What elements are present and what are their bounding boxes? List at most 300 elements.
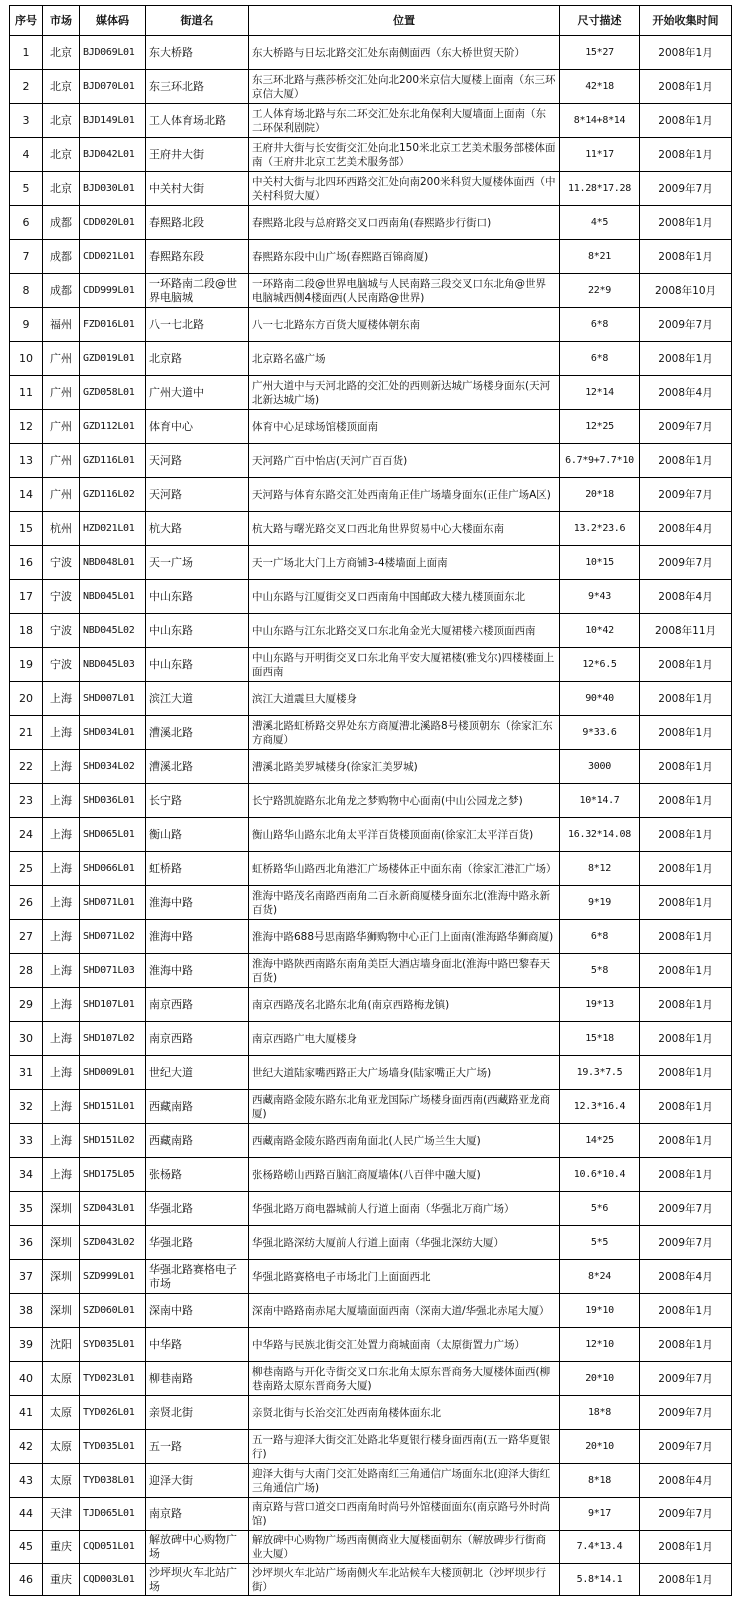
table-row bbox=[10, 750, 732, 784]
cell-location: 天河路广百中怡店(天河广百百货) bbox=[249, 444, 560, 478]
cell-media-code: SHD036L01 bbox=[80, 784, 146, 818]
cell-index: 1 bbox=[10, 36, 43, 70]
table-row bbox=[10, 1464, 732, 1498]
cell-index: 36 bbox=[10, 1226, 43, 1260]
cell-index: 42 bbox=[10, 1430, 43, 1464]
cell-street: 八一七北路 bbox=[146, 308, 249, 342]
cell-size: 8*14+8*14 bbox=[560, 104, 640, 138]
cell-street: 东三环北路 bbox=[146, 70, 249, 104]
table-row bbox=[10, 1396, 732, 1430]
cell-street: 世纪大道 bbox=[146, 1056, 249, 1090]
cell-index: 5 bbox=[10, 172, 43, 206]
header-market: 市场 bbox=[43, 6, 80, 36]
header-row bbox=[10, 6, 732, 36]
cell-index: 24 bbox=[10, 818, 43, 852]
cell-size: 19.3*7.5 bbox=[560, 1056, 640, 1090]
cell-start-date: 2008年1月 bbox=[640, 852, 732, 886]
cell-market: 上海 bbox=[43, 1158, 80, 1192]
table-row bbox=[10, 1498, 732, 1531]
cell-index: 35 bbox=[10, 1192, 43, 1226]
cell-media-code: GZD058L01 bbox=[80, 376, 146, 410]
cell-media-code: TYD023L01 bbox=[80, 1362, 146, 1396]
table-row bbox=[10, 1022, 732, 1056]
cell-index: 46 bbox=[10, 1564, 43, 1596]
cell-market: 上海 bbox=[43, 818, 80, 852]
cell-location: 虹桥路华山路西北角港汇广场楼体正中面东南（徐家汇港汇广场） bbox=[249, 852, 560, 886]
cell-street: 南京路 bbox=[146, 1498, 249, 1531]
cell-start-date: 2008年4月 bbox=[640, 376, 732, 410]
cell-market: 太原 bbox=[43, 1362, 80, 1396]
cell-start-date: 2008年1月 bbox=[640, 784, 732, 818]
cell-location: 春熙路东段中山广场(春熙路百锦商厦) bbox=[249, 240, 560, 274]
table-row bbox=[10, 1564, 732, 1596]
cell-start-date: 2009年7月 bbox=[640, 1396, 732, 1430]
cell-start-date: 2008年1月 bbox=[640, 206, 732, 240]
cell-location: 西藏南路金陵东路西南角面北(人民广场兰生大厦) bbox=[249, 1124, 560, 1158]
cell-index: 3 bbox=[10, 104, 43, 138]
table-row bbox=[10, 886, 732, 920]
cell-market: 上海 bbox=[43, 988, 80, 1022]
cell-location: 亲贤北街与长治交汇处西南角楼体面东北 bbox=[249, 1396, 560, 1430]
cell-start-date: 2008年1月 bbox=[640, 818, 732, 852]
cell-location: 张杨路崂山西路百脑汇商厦墙体(八百伴中融大厦) bbox=[249, 1158, 560, 1192]
cell-street: 中关村大街 bbox=[146, 172, 249, 206]
cell-start-date: 2008年1月 bbox=[640, 1124, 732, 1158]
cell-street: 虹桥路 bbox=[146, 852, 249, 886]
cell-index: 40 bbox=[10, 1362, 43, 1396]
cell-street: 北京路 bbox=[146, 342, 249, 376]
cell-location: 解放碑中心购物广场西南侧商业大厦楼面朝东（解放碑步行街商业大厦） bbox=[249, 1531, 560, 1564]
cell-start-date: 2008年1月 bbox=[640, 920, 732, 954]
cell-size: 13.2*23.6 bbox=[560, 512, 640, 546]
cell-start-date: 2008年4月 bbox=[640, 580, 732, 614]
cell-market: 重庆 bbox=[43, 1564, 80, 1596]
cell-media-code: HZD021L01 bbox=[80, 512, 146, 546]
header-start-date: 开始收集时间 bbox=[640, 6, 732, 36]
table-row bbox=[10, 1090, 732, 1124]
cell-street: 五一路 bbox=[146, 1430, 249, 1464]
cell-location: 沙坪坝火车北站广场南侧火车北站候车大楼顶朝北（沙坪坝步行街） bbox=[249, 1564, 560, 1596]
table-row bbox=[10, 1328, 732, 1362]
table-row bbox=[10, 1362, 732, 1396]
cell-media-code: TYD035L01 bbox=[80, 1430, 146, 1464]
cell-media-code: SHD071L02 bbox=[80, 920, 146, 954]
cell-size: 20*10 bbox=[560, 1362, 640, 1396]
cell-start-date: 2008年1月 bbox=[640, 886, 732, 920]
cell-start-date: 2008年1月 bbox=[640, 682, 732, 716]
cell-market: 深圳 bbox=[43, 1260, 80, 1294]
cell-street: 南京西路 bbox=[146, 988, 249, 1022]
table-row bbox=[10, 478, 732, 512]
table-row bbox=[10, 546, 732, 580]
cell-location: 东大桥路与日坛北路交汇处东南侧面西（东大桥世贸天阶） bbox=[249, 36, 560, 70]
cell-index: 6 bbox=[10, 206, 43, 240]
table-row bbox=[10, 784, 732, 818]
cell-size: 10*42 bbox=[560, 614, 640, 648]
header-street: 街道名 bbox=[146, 6, 249, 36]
cell-location: 衡山路华山路东北角太平洋百货楼顶面南(徐家汇太平洋百货) bbox=[249, 818, 560, 852]
cell-media-code: SHD151L02 bbox=[80, 1124, 146, 1158]
cell-size: 16.32*14.08 bbox=[560, 818, 640, 852]
cell-start-date: 2009年7月 bbox=[640, 546, 732, 580]
cell-location: 北京路名盛广场 bbox=[249, 342, 560, 376]
cell-size: 9*43 bbox=[560, 580, 640, 614]
cell-media-code: SZD043L02 bbox=[80, 1226, 146, 1260]
cell-market: 深圳 bbox=[43, 1226, 80, 1260]
cell-size: 12.3*16.4 bbox=[560, 1090, 640, 1124]
cell-street: 东大桥路 bbox=[146, 36, 249, 70]
cell-media-code: SZD043L01 bbox=[80, 1192, 146, 1226]
cell-index: 30 bbox=[10, 1022, 43, 1056]
cell-media-code: TYD038L01 bbox=[80, 1464, 146, 1498]
cell-index: 34 bbox=[10, 1158, 43, 1192]
cell-street: 淮海中路 bbox=[146, 920, 249, 954]
table-row bbox=[10, 580, 732, 614]
cell-street: 一环路南二段@世界电脑城 bbox=[146, 274, 249, 308]
cell-media-code: SZD999L01 bbox=[80, 1260, 146, 1294]
cell-index: 22 bbox=[10, 750, 43, 784]
cell-street: 南京西路 bbox=[146, 1022, 249, 1056]
cell-market: 上海 bbox=[43, 750, 80, 784]
cell-start-date: 2009年7月 bbox=[640, 1362, 732, 1396]
table-row bbox=[10, 70, 732, 104]
cell-location: 深南中路路南赤尾大厦墙面面西南（深南大道/华强北赤尾大厦） bbox=[249, 1294, 560, 1328]
cell-size: 5.8*14.1 bbox=[560, 1564, 640, 1596]
cell-street: 淮海中路 bbox=[146, 886, 249, 920]
cell-index: 18 bbox=[10, 614, 43, 648]
cell-index: 2 bbox=[10, 70, 43, 104]
cell-index: 4 bbox=[10, 138, 43, 172]
cell-media-code: SHD107L02 bbox=[80, 1022, 146, 1056]
cell-location: 滨江大道震旦大厦楼身 bbox=[249, 682, 560, 716]
cell-location: 中山东路与江东北路交叉口东北角金光大厦裙楼六楼顶面西南 bbox=[249, 614, 560, 648]
header-index: 序号 bbox=[10, 6, 43, 36]
cell-index: 38 bbox=[10, 1294, 43, 1328]
cell-location: 淮海中路茂名南路西南角二百永新商厦楼身面东北(淮海中路永新百货) bbox=[249, 886, 560, 920]
cell-market: 上海 bbox=[43, 852, 80, 886]
cell-start-date: 2008年1月 bbox=[640, 104, 732, 138]
cell-index: 14 bbox=[10, 478, 43, 512]
cell-size: 6*8 bbox=[560, 308, 640, 342]
cell-index: 23 bbox=[10, 784, 43, 818]
cell-size: 9*17 bbox=[560, 1498, 640, 1531]
cell-market: 广州 bbox=[43, 342, 80, 376]
cell-media-code: TYD026L01 bbox=[80, 1396, 146, 1430]
cell-media-code: SHD151L01 bbox=[80, 1090, 146, 1124]
cell-index: 41 bbox=[10, 1396, 43, 1430]
cell-size: 12*10 bbox=[560, 1328, 640, 1362]
cell-start-date: 2008年4月 bbox=[640, 1464, 732, 1498]
table-row bbox=[10, 172, 732, 206]
cell-market: 上海 bbox=[43, 1056, 80, 1090]
cell-start-date: 2009年7月 bbox=[640, 172, 732, 206]
cell-location: 南京西路广电大厦楼身 bbox=[249, 1022, 560, 1056]
cell-index: 43 bbox=[10, 1464, 43, 1498]
cell-street: 中山东路 bbox=[146, 614, 249, 648]
cell-street: 深南中路 bbox=[146, 1294, 249, 1328]
cell-start-date: 2008年1月 bbox=[640, 1022, 732, 1056]
cell-street: 华强北路 bbox=[146, 1192, 249, 1226]
cell-location: 一环路南二段@世界电脑城与人民南路三段交叉口东北角@世界电脑城西侧4楼面西(人民南路@世界) bbox=[249, 274, 560, 308]
cell-market: 上海 bbox=[43, 954, 80, 988]
cell-start-date: 2008年10月 bbox=[640, 274, 732, 308]
cell-index: 13 bbox=[10, 444, 43, 478]
cell-market: 杭州 bbox=[43, 512, 80, 546]
table-row bbox=[10, 818, 732, 852]
cell-size: 6.7*9+7.7*10 bbox=[560, 444, 640, 478]
cell-market: 上海 bbox=[43, 716, 80, 750]
table-row bbox=[10, 308, 732, 342]
cell-start-date: 2008年1月 bbox=[640, 716, 732, 750]
cell-market: 上海 bbox=[43, 784, 80, 818]
cell-start-date: 2008年1月 bbox=[640, 1564, 732, 1596]
cell-index: 16 bbox=[10, 546, 43, 580]
cell-market: 宁波 bbox=[43, 546, 80, 580]
cell-media-code: SHD007L01 bbox=[80, 682, 146, 716]
cell-size: 22*9 bbox=[560, 274, 640, 308]
cell-size: 8*12 bbox=[560, 852, 640, 886]
cell-market: 沈阳 bbox=[43, 1328, 80, 1362]
cell-size: 10*14.7 bbox=[560, 784, 640, 818]
cell-media-code: CQD003L01 bbox=[80, 1564, 146, 1596]
cell-index: 33 bbox=[10, 1124, 43, 1158]
cell-street: 中山东路 bbox=[146, 648, 249, 682]
cell-start-date: 2008年11月 bbox=[640, 614, 732, 648]
cell-street: 杭大路 bbox=[146, 512, 249, 546]
table-row bbox=[10, 512, 732, 546]
cell-street: 春熙路北段 bbox=[146, 206, 249, 240]
cell-size: 6*8 bbox=[560, 920, 640, 954]
cell-index: 12 bbox=[10, 410, 43, 444]
cell-start-date: 2008年1月 bbox=[640, 648, 732, 682]
cell-size: 9*19 bbox=[560, 886, 640, 920]
cell-location: 世纪大道陆家嘴西路正大广场墙身(陆家嘴正大广场) bbox=[249, 1056, 560, 1090]
cell-market: 上海 bbox=[43, 1124, 80, 1158]
cell-location: 淮海中路688号思南路华狮购物中心正门上面南(淮海路华狮商厦) bbox=[249, 920, 560, 954]
cell-start-date: 2008年1月 bbox=[640, 1294, 732, 1328]
cell-media-code: SHD107L01 bbox=[80, 988, 146, 1022]
cell-size: 9*33.6 bbox=[560, 716, 640, 750]
cell-location: 八一七北路东方百货大厦楼体朝东南 bbox=[249, 308, 560, 342]
cell-street: 中华路 bbox=[146, 1328, 249, 1362]
cell-size: 7.4*13.4 bbox=[560, 1531, 640, 1564]
cell-media-code: FZD016L01 bbox=[80, 308, 146, 342]
cell-size: 90*40 bbox=[560, 682, 640, 716]
cell-location: 漕溪北路虹桥路交界处东方商厦漕北溪路8号楼顶朝东（徐家汇东方商厦） bbox=[249, 716, 560, 750]
cell-street: 王府井大街 bbox=[146, 138, 249, 172]
cell-street: 天河路 bbox=[146, 478, 249, 512]
table-row bbox=[10, 954, 732, 988]
cell-start-date: 2009年7月 bbox=[640, 1226, 732, 1260]
cell-market: 成都 bbox=[43, 240, 80, 274]
cell-location: 天一广场北大门上方商铺3-4楼墙面上面南 bbox=[249, 546, 560, 580]
cell-market: 北京 bbox=[43, 172, 80, 206]
cell-market: 上海 bbox=[43, 1022, 80, 1056]
cell-media-code: SHD034L01 bbox=[80, 716, 146, 750]
cell-location: 工人体育场北路与东二环交汇处东北角保利大厦墙面上面南（东二环保利剧院） bbox=[249, 104, 560, 138]
header-location: 位置 bbox=[249, 6, 560, 36]
cell-location: 中山东路与江厦街交叉口西南角中国邮政大楼九楼顶面东北 bbox=[249, 580, 560, 614]
table-row bbox=[10, 342, 732, 376]
cell-market: 宁波 bbox=[43, 648, 80, 682]
cell-market: 成都 bbox=[43, 274, 80, 308]
cell-street: 柳巷南路 bbox=[146, 1362, 249, 1396]
cell-index: 45 bbox=[10, 1531, 43, 1564]
cell-location: 五一路与迎泽大街交汇处路北华夏银行楼身面西南(五一路华夏银行) bbox=[249, 1430, 560, 1464]
cell-index: 28 bbox=[10, 954, 43, 988]
table-row bbox=[10, 614, 732, 648]
cell-start-date: 2008年1月 bbox=[640, 138, 732, 172]
cell-start-date: 2008年1月 bbox=[640, 1328, 732, 1362]
cell-media-code: CDD999L01 bbox=[80, 274, 146, 308]
cell-media-code: SHD071L01 bbox=[80, 886, 146, 920]
cell-index: 27 bbox=[10, 920, 43, 954]
cell-location: 中华路与民族北街交汇处置力商城面南（太原街置力广场） bbox=[249, 1328, 560, 1362]
cell-street: 工人体育场北路 bbox=[146, 104, 249, 138]
cell-start-date: 2009年7月 bbox=[640, 410, 732, 444]
cell-market: 广州 bbox=[43, 376, 80, 410]
cell-start-date: 2009年7月 bbox=[640, 478, 732, 512]
cell-start-date: 2008年4月 bbox=[640, 512, 732, 546]
cell-street: 解放碑中心购物广场 bbox=[146, 1531, 249, 1564]
cell-street: 体育中心 bbox=[146, 410, 249, 444]
cell-market: 宁波 bbox=[43, 614, 80, 648]
cell-street: 广州大道中 bbox=[146, 376, 249, 410]
cell-market: 深圳 bbox=[43, 1192, 80, 1226]
cell-media-code: GZD019L01 bbox=[80, 342, 146, 376]
table-row bbox=[10, 1430, 732, 1464]
cell-media-code: SHD065L01 bbox=[80, 818, 146, 852]
header-media-code: 媒体码 bbox=[80, 6, 146, 36]
cell-location: 广州大道中与天河北路的交汇处的西则新达城广场楼身面东(天河北新达城广场) bbox=[249, 376, 560, 410]
cell-street: 迎泽大街 bbox=[146, 1464, 249, 1498]
cell-media-code: SHD071L03 bbox=[80, 954, 146, 988]
table-row bbox=[10, 240, 732, 274]
cell-street: 华强北路 bbox=[146, 1226, 249, 1260]
cell-size: 12*25 bbox=[560, 410, 640, 444]
cell-start-date: 2008年1月 bbox=[640, 1056, 732, 1090]
cell-market: 广州 bbox=[43, 478, 80, 512]
cell-size: 19*13 bbox=[560, 988, 640, 1022]
cell-media-code: GZD116L02 bbox=[80, 478, 146, 512]
cell-market: 太原 bbox=[43, 1396, 80, 1430]
cell-media-code: BJD042L01 bbox=[80, 138, 146, 172]
cell-street: 亲贤北街 bbox=[146, 1396, 249, 1430]
cell-index: 37 bbox=[10, 1260, 43, 1294]
cell-market: 上海 bbox=[43, 886, 80, 920]
cell-location: 漕溪北路美罗城楼身(徐家汇美罗城) bbox=[249, 750, 560, 784]
cell-size: 20*10 bbox=[560, 1430, 640, 1464]
media-location-table bbox=[9, 5, 732, 1596]
table-row bbox=[10, 1158, 732, 1192]
table-row bbox=[10, 716, 732, 750]
cell-market: 太原 bbox=[43, 1430, 80, 1464]
cell-media-code: BJD030L01 bbox=[80, 172, 146, 206]
table-row bbox=[10, 206, 732, 240]
cell-size: 8*18 bbox=[560, 1464, 640, 1498]
cell-street: 春熙路东段 bbox=[146, 240, 249, 274]
cell-size: 15*18 bbox=[560, 1022, 640, 1056]
cell-index: 11 bbox=[10, 376, 43, 410]
cell-index: 20 bbox=[10, 682, 43, 716]
cell-start-date: 2009年7月 bbox=[640, 1498, 732, 1531]
cell-media-code: SHD009L01 bbox=[80, 1056, 146, 1090]
cell-index: 19 bbox=[10, 648, 43, 682]
cell-location: 迎泽大街与大南门交汇处路南红三角通信广场面东北(迎泽大街红三角通信广场) bbox=[249, 1464, 560, 1498]
cell-start-date: 2009年7月 bbox=[640, 308, 732, 342]
cell-location: 体育中心足球场馆楼顶面南 bbox=[249, 410, 560, 444]
table-row bbox=[10, 920, 732, 954]
cell-index: 7 bbox=[10, 240, 43, 274]
cell-size: 8*21 bbox=[560, 240, 640, 274]
cell-location: 西藏南路金陵东路东北角亚龙国际广场楼身面西南(西藏路亚龙商厦) bbox=[249, 1090, 560, 1124]
table-row bbox=[10, 1124, 732, 1158]
cell-market: 重庆 bbox=[43, 1531, 80, 1564]
cell-market: 宁波 bbox=[43, 580, 80, 614]
cell-market: 北京 bbox=[43, 104, 80, 138]
cell-media-code: NBD045L02 bbox=[80, 614, 146, 648]
cell-size: 3000 bbox=[560, 750, 640, 784]
cell-start-date: 2008年1月 bbox=[640, 1531, 732, 1564]
cell-location: 中关村大街与北四环西路交汇处向南200米科贸大厦楼体面西（中关村科贸大厦） bbox=[249, 172, 560, 206]
cell-media-code: SHD066L01 bbox=[80, 852, 146, 886]
cell-start-date: 2008年1月 bbox=[640, 954, 732, 988]
cell-location: 春熙路北段与总府路交叉口西南角(春熙路步行街口) bbox=[249, 206, 560, 240]
cell-street: 淮海中路 bbox=[146, 954, 249, 988]
cell-index: 31 bbox=[10, 1056, 43, 1090]
cell-size: 8*24 bbox=[560, 1260, 640, 1294]
cell-street: 滨江大道 bbox=[146, 682, 249, 716]
cell-size: 11*17 bbox=[560, 138, 640, 172]
cell-size: 15*27 bbox=[560, 36, 640, 70]
cell-index: 39 bbox=[10, 1328, 43, 1362]
cell-location: 南京西路茂名北路东北角(南京西路梅龙镇) bbox=[249, 988, 560, 1022]
cell-street: 衡山路 bbox=[146, 818, 249, 852]
cell-media-code: CQD051L01 bbox=[80, 1531, 146, 1564]
cell-size: 19*10 bbox=[560, 1294, 640, 1328]
table-row bbox=[10, 36, 732, 70]
cell-start-date: 2008年1月 bbox=[640, 1090, 732, 1124]
cell-size: 12*6.5 bbox=[560, 648, 640, 682]
cell-market: 天津 bbox=[43, 1498, 80, 1531]
cell-market: 北京 bbox=[43, 70, 80, 104]
cell-location: 长宁路凯旋路东北角龙之梦购物中心面南(中山公园龙之梦) bbox=[249, 784, 560, 818]
cell-market: 成都 bbox=[43, 206, 80, 240]
cell-start-date: 2008年1月 bbox=[640, 750, 732, 784]
cell-location: 南京路与营口道交口西南角时尚号外馆楼面面东(南京路号外时尚馆) bbox=[249, 1498, 560, 1531]
cell-market: 北京 bbox=[43, 36, 80, 70]
table-row bbox=[10, 376, 732, 410]
cell-location: 华强北路万商电器城前人行道上面南（华强北万商广场） bbox=[249, 1192, 560, 1226]
cell-street: 天一广场 bbox=[146, 546, 249, 580]
cell-start-date: 2008年1月 bbox=[640, 240, 732, 274]
table-row bbox=[10, 1294, 732, 1328]
cell-index: 10 bbox=[10, 342, 43, 376]
cell-media-code: BJD149L01 bbox=[80, 104, 146, 138]
cell-media-code: TJD065L01 bbox=[80, 1498, 146, 1531]
table-row bbox=[10, 410, 732, 444]
cell-media-code: BJD070L01 bbox=[80, 70, 146, 104]
cell-market: 太原 bbox=[43, 1464, 80, 1498]
cell-size: 12*14 bbox=[560, 376, 640, 410]
table-row bbox=[10, 1192, 732, 1226]
cell-size: 10.6*10.4 bbox=[560, 1158, 640, 1192]
cell-size: 14*25 bbox=[560, 1124, 640, 1158]
cell-index: 8 bbox=[10, 274, 43, 308]
cell-size: 11.28*17.28 bbox=[560, 172, 640, 206]
cell-size: 6*8 bbox=[560, 342, 640, 376]
cell-market: 上海 bbox=[43, 682, 80, 716]
